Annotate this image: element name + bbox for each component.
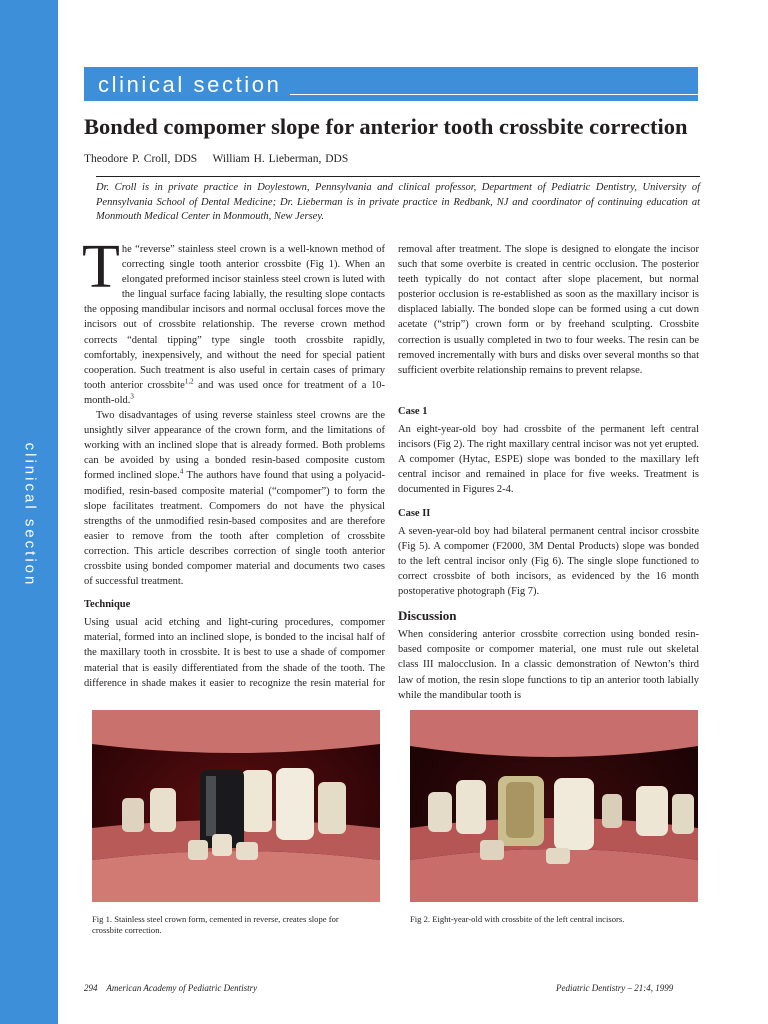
- para2-text-a: Two disadvantages of using reverse stainless steel crowns are the unsightly silver appearance of the crown form, and the limitations of working with an inclined slope that is already formed. Both problems can be avoided by using a bonded resin-based composite custom formed inclined slope.: [84, 410, 385, 482]
- section-label: clinical section: [98, 72, 282, 97]
- intro-text-end: and was used once for treatment of a 10-month-old.: [84, 379, 385, 406]
- body-column-right: [398, 242, 699, 703]
- citation-4: 4: [179, 467, 184, 476]
- case2-paragraph: A seven-year-old boy had bilateral permanent central incisor crossbite (Fig 5). A compomer (F2000, 3M Dental Products) slope was bonded to the left central incisor only (Fig 6). The single slope functioned to correct crossbite of both incisors, as evidenced by the 16 month postoperative photograph (Fig 7).: [398, 525, 699, 598]
- figure-2-caption: Fig 2. Eight-year-old with crossbite of the left central incisors.: [410, 914, 625, 924]
- footer-page-journal: 294 American Academy of Pediatric Dentistry: [84, 983, 258, 993]
- side-section-label: clinical section: [21, 442, 39, 588]
- case1-paragraph: An eight-year-old boy had crossbite of the permanent left central incisors (Fig 2). The right maxillary central incisor was not yet erupted. A compomer (Hytac, ESPE) slope was bonded to the maxillary left central incisor and remained in place for five weeks. Treatment is documented in Figures 2-4.: [398, 424, 699, 496]
- para2-text-b: The authors have found that using a polyacid-modified, resin-based composite material (“compomer”) to form the slope facilitates treatment. Compomers do not have the physical strengths of the unmodified resin-based composites and are therefore easier to remove from the tooth after completion of crossbite correction. This article describes correction of single tooth anterior crossbite using bonded compomer material and documents two cases of successful treatment.: [84, 470, 385, 588]
- discussion-heading: Discussion: [398, 608, 457, 624]
- case1-heading: Case 1: [398, 406, 428, 417]
- article-authors: Theodore P. Croll, DDS William H. Lieberman, DDS: [84, 153, 349, 165]
- technique-paragraph-continued: removal after treatment. The slope is designed to elongate the incisor such that some overbite is created in centric occlusion. The posterior teeth typically do not contact after slope placement, but normal posterior occlusion is re-established as soon as the maxillary incisor is displaced labially. The bonded slope can be formed using a cut down acetate (“strip”) crown form or by freehand sculpting. Crossbite correction is usually completed in two to four weeks. The resin can be removed incrementally with burs and disks over several months so that sufficient overbite relationship remains to prevent relapse.: [398, 243, 699, 376]
- body-column-left: [82, 233, 385, 691]
- intro-text: he “reverse” stainless steel crown is a well-known method of correcting single tooth anterior crossbite (Fig 1). When an elongated preformed incisor stainless steel crown is luted with the lingual surface facing labially, the resulting slope contacts the opposing mandibular incisors and normal occlusal forces move the incisors out of crossbite relationship. The reverse crown method corrects “dental tipping” type single tooth crossbite rapidly, comfortably, inexpensively, and without the need for special patient cooperation. Such treatment is also useful in certain cases of primary tooth anterior crossbite: [84, 244, 385, 391]
- figure-1-photo: [92, 710, 380, 902]
- journal-logo-icon: [736, 70, 768, 98]
- figure-1-caption: Fig 1. Stainless steel crown form, cemented in reverse, creates slope for crossbite correction.: [92, 914, 339, 935]
- article-title: Bonded compomer slope for anterior tooth crossbite correction: [84, 114, 688, 139]
- footer-issue: Pediatric Dentistry – 21:4, 1999: [556, 983, 674, 993]
- citation-3: 3: [130, 392, 134, 401]
- case2-heading: Case II: [398, 507, 431, 519]
- discussion-paragraph: When considering anterior crossbite correction using bonded resin-based composite or compomer material, one must rule out skeletal class III malocclusion. In a classic demonstration of Newton’s third law of motion, the resin slope functions to tip an anterior tooth labially while the mandibular tooth is: [398, 629, 699, 701]
- technique-paragraph: Using usual acid etching and light-curing procedures, compomer material, formed into an inclined slope, is bonded to the incisal half of the maxillary tooth in crossbite. It is best to use a shade of compomer material that is easily differentiated from the shade of the tooth. The difference in shade makes it easier to recognize the resin material for: [84, 617, 385, 689]
- paragraph-2: [84, 408, 385, 589]
- section-header: [84, 67, 698, 101]
- side-bar: [0, 0, 58, 1024]
- drop-cap: T: [82, 233, 120, 301]
- intro-paragraph: [82, 233, 385, 408]
- technique-heading: Technique: [84, 599, 131, 611]
- author-affiliation: Dr. Croll is in private practice in Doylestown, Pennsylvania and clinical professor, Department of Pediatric Dentistry, University of Pennsylvania School of Dental Medicine; Dr. Lieberman is in private practice in Redbank, NJ and coordinator of continuing education at Monmouth Medical Center in Monmouth, New Jersey.: [96, 176, 700, 225]
- technique-continued: [398, 242, 699, 394]
- figure-2-photo: [410, 710, 698, 902]
- citation-1-2: 1,2: [184, 377, 194, 386]
- header-rule: [290, 94, 730, 95]
